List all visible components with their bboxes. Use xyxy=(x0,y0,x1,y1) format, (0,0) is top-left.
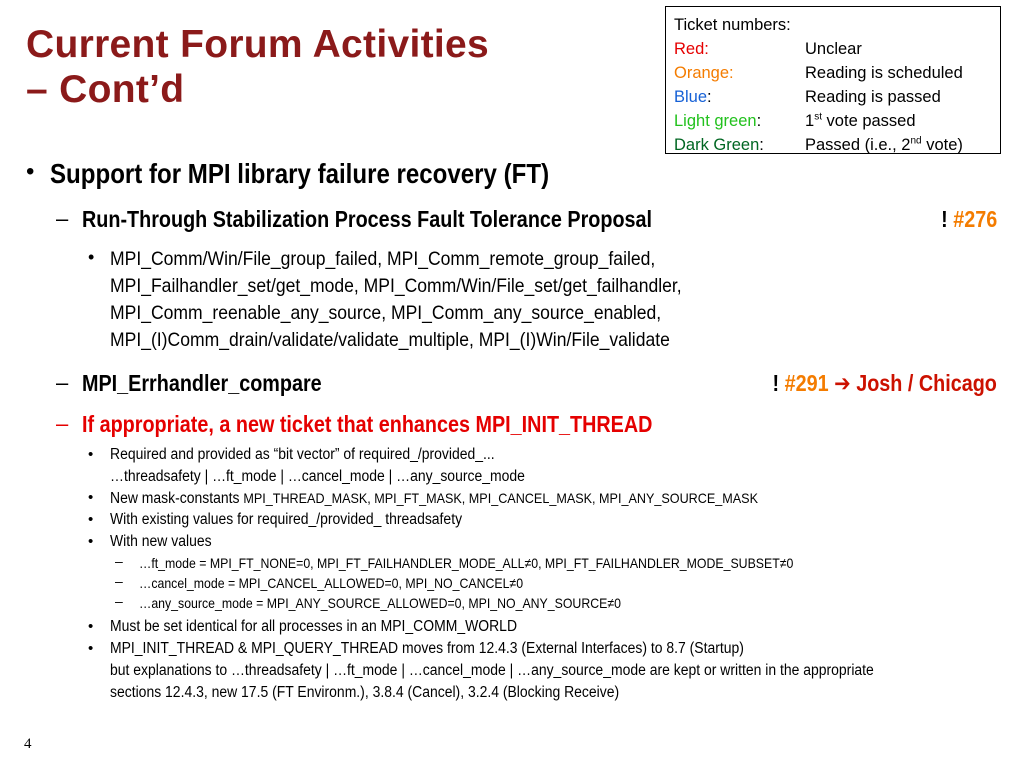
dash-marker: – xyxy=(115,593,123,609)
new-ticket-text: If appropriate, a new ticket that enhances MPI_INIT_THREAD xyxy=(82,411,653,437)
errhandler-text: MPI_Errhandler_compare xyxy=(82,370,322,396)
ticket-number: #276 xyxy=(952,206,997,232)
sub-item: …any_source_mode = MPI_ANY_SOURCE_ALLOWED=0, MPI_NO_ANY_SOURCE≠0 xyxy=(139,595,621,611)
dash-marker: – xyxy=(56,411,69,436)
run-through-function-list xyxy=(110,246,682,354)
legend-value-post: vote) xyxy=(921,136,963,154)
detail-existing: With existing values for required_/provided_ threadsafety xyxy=(110,511,463,528)
legend-row-orange xyxy=(674,61,992,85)
legend-value: Unclear xyxy=(805,40,862,58)
list-item: MPI_(I)Comm_drain/validate/validate_multiple, MPI_(I)Win/File_validate xyxy=(110,329,670,351)
ticket-bang: ! xyxy=(772,370,785,396)
bullet-marker: • xyxy=(88,533,94,550)
bullet-marker: • xyxy=(88,247,95,267)
sub-item: …ft_mode = MPI_FT_NONE=0, MPI_FT_FAILHANDLER_MODE_ALL≠0, MPI_FT_FAILHANDLER_MODE_SUBSET≠0 xyxy=(139,555,794,571)
list-item: MPI_Comm/Win/File_group_failed, MPI_Comm_remote_group_failed, xyxy=(110,248,656,270)
list-item: MPI_Failhandler_set/get_mode, MPI_Comm/Win/File_set/get_failhandler, xyxy=(110,275,682,297)
bullet-marker: • xyxy=(26,158,35,185)
detail-line: Required and provided as “bit vector” of required_/provided_... xyxy=(110,446,495,463)
ticket-number: #291 xyxy=(784,370,829,396)
run-through-text: Run-Through Stabilization Process Fault Tolerance Proposal xyxy=(82,206,653,232)
legend-key: Orange: xyxy=(674,64,734,82)
ticket-bang: ! xyxy=(940,206,953,232)
legend-heading: Ticket numbers: xyxy=(674,16,791,34)
dash-marker: – xyxy=(115,553,123,569)
detail-mask-constants xyxy=(110,487,758,510)
detail-new-values: With new values xyxy=(110,533,212,550)
assignee: Josh / Chicago xyxy=(856,370,997,396)
legend-key: Red: xyxy=(674,40,709,58)
legend-key-colored: Dark Green xyxy=(674,136,760,154)
run-through-ticket xyxy=(941,206,997,233)
legend-key-suffix: : xyxy=(707,88,712,106)
legend-value-sup: st xyxy=(814,111,822,123)
bullet-marker: • xyxy=(88,618,94,635)
detail-identical: Must be set identical for all processes in an MPI_COMM_WORLD xyxy=(110,618,518,635)
detail-line: …threadsafety | …ft_mode | …cancel_mode | …any_source_mode xyxy=(110,468,525,485)
detail-required xyxy=(110,444,525,488)
bullet-marker: • xyxy=(88,489,94,506)
legend-value: Reading is scheduled xyxy=(805,64,963,82)
main-bullet-text: Support for MPI library failure recovery (FT) xyxy=(50,158,550,189)
bullet-marker: • xyxy=(88,511,94,528)
legend-row-blue xyxy=(674,85,992,109)
legend-value-pre: 1 xyxy=(805,112,815,130)
detail-moves xyxy=(110,638,874,704)
detail-line: but explanations to …threadsafety | …ft_mode | …cancel_mode | …any_source_mode are kept or written in the appropriate xyxy=(110,662,874,679)
sub-item: …cancel_mode = MPI_CANCEL_ALLOWED=0, MPI_NO_CANCEL≠0 xyxy=(139,575,524,591)
detail-line: MPI_INIT_THREAD & MPI_QUERY_THREAD moves from 12.4.3 (External Interfaces) to 8.7 (Startup) xyxy=(110,640,744,657)
detail-mask-list: MPI_THREAD_MASK, MPI_FT_MASK, MPI_CANCEL_MASK, MPI_ANY_SOURCE_MASK xyxy=(243,490,758,506)
ticket-legend-box xyxy=(665,6,1001,154)
detail-line: sections 12.4.3, new 17.5 (FT Environm.), 3.8.4 (Cancel), 3.2.4 (Blocking Receive) xyxy=(110,684,620,701)
dash-marker: – xyxy=(56,370,69,395)
legend-key xyxy=(674,85,805,109)
legend-key-colored: Light green xyxy=(674,112,757,130)
legend-key-suffix: : xyxy=(759,136,764,154)
errhandler-ticket xyxy=(773,370,997,397)
slide-title-line1: Current Forum Activities xyxy=(26,23,489,66)
page-number: 4 xyxy=(24,736,32,752)
dash-marker: – xyxy=(56,206,69,231)
dash-marker: – xyxy=(115,573,123,589)
legend-row-light-green xyxy=(674,109,992,133)
slide-title-line2: – Cont’d xyxy=(26,68,185,111)
detail-prefix: New mask-constants xyxy=(110,490,244,507)
list-item: MPI_Comm_reenable_any_source, MPI_Comm_any_source_enabled, xyxy=(110,302,662,324)
legend-key-colored: Blue xyxy=(674,88,708,106)
legend-row-dark-green xyxy=(674,133,992,157)
bullet-marker: • xyxy=(88,446,94,463)
bullet-marker: • xyxy=(88,640,94,657)
legend-value-sup: nd xyxy=(910,135,922,147)
legend-value: Reading is passed xyxy=(805,88,941,106)
legend-row-red xyxy=(674,37,992,61)
legend-value xyxy=(805,109,916,133)
legend-key xyxy=(674,133,805,157)
legend-value-pre: Passed (i.e., 2 xyxy=(805,136,911,154)
legend-key-suffix: : xyxy=(756,112,762,130)
legend-key xyxy=(674,109,805,133)
slide-title xyxy=(26,22,489,112)
legend-value-post: vote passed xyxy=(821,112,916,130)
legend-value xyxy=(805,133,963,157)
arrow-right-icon: ➔ xyxy=(828,370,857,396)
